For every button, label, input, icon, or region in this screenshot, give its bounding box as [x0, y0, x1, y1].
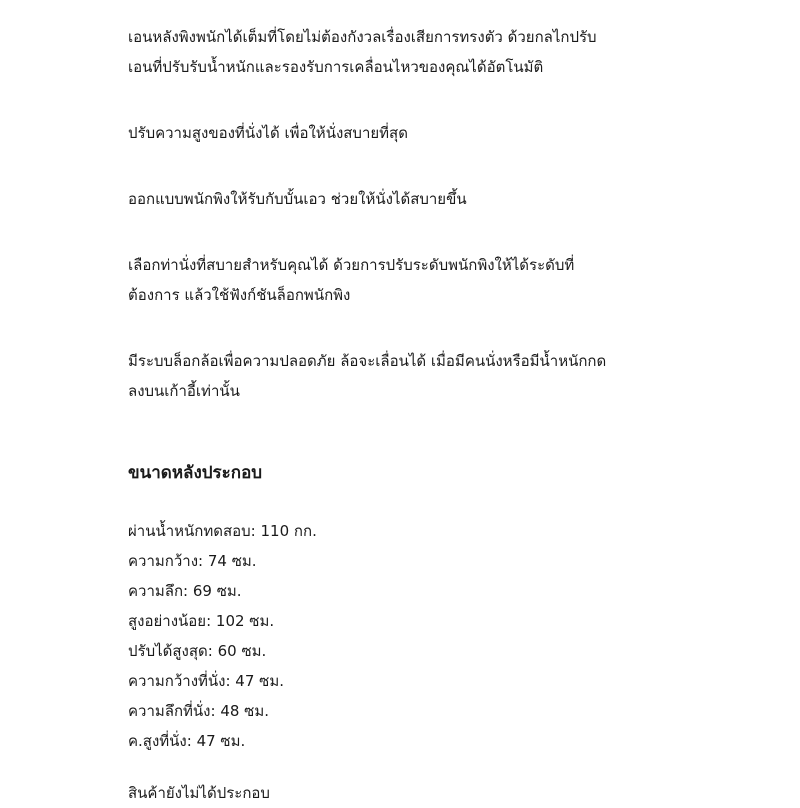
spec-seat-depth: ความลึกที่นั่ง: 48 ซม.	[128, 702, 270, 720]
spacer	[128, 756, 688, 778]
product-description	[128, 22, 688, 808]
feature-text-line: ลงบนเก้าอี้เท่านั้น	[128, 382, 240, 400]
spec-max-weight: ผ่านน้ำหนักทดสอบ: 110 กก.	[128, 522, 317, 540]
feature-text-line: เอนหลังพิงพนักได้เต็มที่โดยไม่ต้องกังวลเรื่องเสียการทรงตัว ด้วยกลไกปรับ	[128, 28, 597, 46]
dimensions-spec-list	[128, 516, 688, 756]
spacer	[128, 488, 688, 516]
feature-wheel-lock	[128, 346, 688, 406]
spacer	[128, 82, 688, 118]
feature-recline	[128, 22, 688, 82]
spec-max-adjust: ปรับได้สูงสุด: 60 ซม.	[128, 642, 267, 660]
feature-text-line: เอนที่ปรับรับน้ำหนักและรองรับการเคลื่อนไหวของคุณได้อัตโนมัติ	[128, 58, 544, 76]
feature-text-line: เลือกท่านั่งที่สบายสำหรับคุณได้ ด้วยการปรับระดับพนักพิงให้ได้ระดับที่	[128, 256, 575, 274]
dimensions-heading: ขนาดหลังประกอบ	[128, 463, 263, 483]
feature-lumbar-support	[128, 184, 688, 214]
feature-text-line: ปรับความสูงของที่นั่งได้ เพื่อให้นั่งสบายที่สุด	[128, 124, 408, 142]
spacer	[128, 406, 688, 458]
spec-width: ความกว้าง: 74 ซม.	[128, 552, 257, 570]
feature-backrest-lock	[128, 250, 688, 310]
spacer	[128, 214, 688, 250]
feature-text-line: ต้องการ แล้วใช้ฟังก์ชันล็อกพนักพิง	[128, 286, 351, 304]
spacer	[128, 310, 688, 346]
feature-text-line: ออกแบบพนักพิงให้รับกับบั้นเอว ช่วยให้นั่งได้สบายขึ้น	[128, 190, 467, 208]
spec-depth: ความลึก: 69 ซม.	[128, 582, 242, 600]
feature-text-line: มีระบบล็อกล้อเพื่อความปลอดภัย ล้อจะเลื่อนได้ เมื่อมีคนนั่งหรือมีน้ำหนักกด	[128, 352, 607, 370]
spec-seat-width: ความกว้างที่นั่ง: 47 ซม.	[128, 672, 284, 690]
feature-seat-height	[128, 118, 688, 148]
spacer	[128, 148, 688, 184]
spec-min-height: สูงอย่างน้อย: 102 ซม.	[128, 612, 275, 630]
spec-seat-height: ค.สูงที่นั่ง: 47 ซม.	[128, 732, 246, 750]
assembly-note: สินค้ายังไม่ได้ประกอบ	[128, 784, 270, 802]
